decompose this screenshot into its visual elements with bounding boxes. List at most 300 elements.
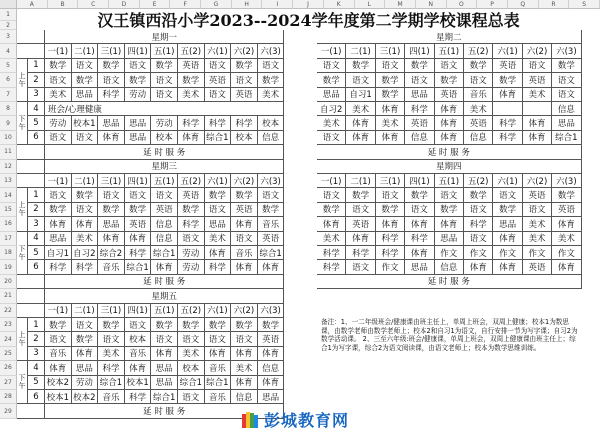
row-header[interactable]: 19 xyxy=(0,260,17,274)
subject-cell[interactable]: 美术 xyxy=(178,88,205,102)
subject-cell[interactable]: 美术 xyxy=(205,232,232,246)
subject-cell[interactable]: 数学 xyxy=(45,203,72,217)
subject-cell[interactable]: 科学 xyxy=(205,116,232,130)
subject-cell[interactable]: 英语 xyxy=(231,203,258,217)
subject-cell[interactable]: 作文 xyxy=(493,246,522,260)
subject-cell[interactable]: 音乐 xyxy=(258,217,285,231)
row-header[interactable]: 5 xyxy=(0,59,17,73)
subject-cell[interactable]: 综合1 xyxy=(125,260,152,274)
subject-cell[interactable]: 信息 xyxy=(231,390,258,404)
subject-cell[interactable]: 体育 xyxy=(151,347,178,361)
subject-cell[interactable]: 劳动 xyxy=(178,260,205,274)
subject-cell[interactable]: 数学 xyxy=(552,59,581,73)
subject-cell[interactable]: 语文 xyxy=(178,390,205,404)
subject-cell[interactable]: 数学 xyxy=(435,73,464,87)
subject-cell[interactable]: 劳动 xyxy=(151,116,178,130)
subject-cell[interactable]: 自习1 xyxy=(45,246,72,260)
subject-cell[interactable]: 数学 xyxy=(258,318,285,332)
subject-cell[interactable]: 语文 xyxy=(231,73,258,87)
subject-cell[interactable]: 体育 xyxy=(435,131,464,145)
subject-cell[interactable]: 音乐 xyxy=(205,390,232,404)
subject-cell[interactable]: 语文 xyxy=(125,318,152,332)
subject-cell[interactable]: 语文 xyxy=(346,73,375,87)
subject-cell[interactable]: 体育 xyxy=(45,217,72,231)
subject-cell[interactable]: 英语 xyxy=(178,188,205,202)
subject-cell[interactable]: 数学 xyxy=(493,203,522,217)
row-header[interactable]: 3 xyxy=(0,30,17,44)
subject-cell[interactable]: 体育 xyxy=(376,131,405,145)
subject-cell[interactable]: 英语 xyxy=(552,203,581,217)
subject-cell[interactable]: 美术 xyxy=(523,232,552,246)
subject-cell[interactable]: 语文 xyxy=(376,59,405,73)
subject-cell[interactable]: 语文 xyxy=(45,188,72,202)
subject-cell[interactable]: 语文 xyxy=(98,332,125,346)
subject-cell[interactable]: 数学 xyxy=(151,59,178,73)
subject-cell[interactable]: 信息 xyxy=(405,131,434,145)
subject-cell[interactable]: 体育 xyxy=(523,116,552,130)
subject-cell[interactable]: 语文 xyxy=(151,88,178,102)
subject-cell[interactable]: 数学 xyxy=(231,188,258,202)
subject-cell[interactable]: 信息 xyxy=(552,102,581,116)
subject-cell[interactable]: 英语 xyxy=(258,232,285,246)
subject-cell[interactable]: 英语 xyxy=(523,188,552,202)
subject-cell[interactable]: 语文 xyxy=(317,131,346,145)
subject-cell[interactable]: 音乐 xyxy=(205,361,232,375)
subject-cell[interactable]: 体育 xyxy=(405,246,434,260)
subject-cell[interactable]: 科学 xyxy=(178,116,205,130)
subject-cell[interactable]: 综合1 xyxy=(258,246,285,260)
subject-cell[interactable]: 科学 xyxy=(346,246,375,260)
subject-cell[interactable]: 体育 xyxy=(493,88,522,102)
subject-cell[interactable]: 思品 xyxy=(205,217,232,231)
column-header[interactable]: P xyxy=(477,0,508,9)
subject-cell[interactable]: 音乐 xyxy=(98,390,125,404)
subject-cell[interactable]: 语文 xyxy=(523,59,552,73)
subject-cell[interactable]: 数学 xyxy=(376,88,405,102)
subject-cell[interactable]: 体育 xyxy=(231,217,258,231)
subject-cell[interactable]: 英语 xyxy=(231,88,258,102)
row-header[interactable]: 24 xyxy=(0,332,17,346)
subject-cell[interactable]: 科学 xyxy=(493,131,522,145)
subject-cell[interactable] xyxy=(493,102,522,116)
subject-cell[interactable]: 语文 xyxy=(464,232,493,246)
subject-cell[interactable]: 思品 xyxy=(125,131,152,145)
subject-cell[interactable]: 数学 xyxy=(72,332,99,346)
subject-cell[interactable]: 体育 xyxy=(376,102,405,116)
row-header[interactable]: 8 xyxy=(0,102,17,116)
subject-cell[interactable]: 英语 xyxy=(464,116,493,130)
subject-cell[interactable]: 语文 xyxy=(205,59,232,73)
subject-cell[interactable]: 数学 xyxy=(346,188,375,202)
subject-cell[interactable]: 校本 xyxy=(258,116,285,130)
column-header[interactable]: O xyxy=(447,0,478,9)
subject-cell[interactable]: 信息 xyxy=(435,260,464,274)
subject-cell[interactable]: 体育 xyxy=(98,131,125,145)
subject-cell[interactable]: 音乐 xyxy=(231,246,258,260)
subject-cell[interactable]: 数学 xyxy=(493,73,522,87)
subject-cell[interactable]: 科学 xyxy=(72,260,99,274)
column-header[interactable]: D xyxy=(109,0,140,9)
subject-cell[interactable]: 科学 xyxy=(405,102,434,116)
subject-cell[interactable]: 语文 xyxy=(405,73,434,87)
subject-cell[interactable]: 美术 xyxy=(523,88,552,102)
subject-cell[interactable]: 体育 xyxy=(205,347,232,361)
column-header[interactable]: N xyxy=(416,0,447,9)
subject-cell[interactable]: 校本1 xyxy=(45,390,72,404)
subject-cell[interactable]: 信息 xyxy=(258,361,285,375)
subject-cell[interactable]: 科学 xyxy=(317,260,346,274)
subject-cell[interactable]: 语文 xyxy=(151,332,178,346)
subject-cell[interactable]: 音乐 xyxy=(125,347,152,361)
subject-cell[interactable]: 思品 xyxy=(552,116,581,130)
subject-cell[interactable]: 校本2 xyxy=(72,390,99,404)
subject-cell[interactable]: 科学 xyxy=(205,260,232,274)
row-header[interactable]: 12 xyxy=(0,160,17,174)
subject-cell[interactable]: 思品 xyxy=(151,361,178,375)
subject-cell[interactable]: 思品 xyxy=(258,390,285,404)
subject-cell[interactable]: 美术 xyxy=(317,116,346,130)
subject-cell[interactable]: 体育 xyxy=(435,116,464,130)
subject-cell[interactable]: 数学 xyxy=(405,59,434,73)
subject-cell[interactable]: 思品 xyxy=(45,232,72,246)
subject-cell[interactable]: 语文 xyxy=(45,131,72,145)
subject-cell[interactable]: 科学 xyxy=(231,116,258,130)
subject-cell[interactable]: 语文 xyxy=(98,73,125,87)
subject-cell[interactable]: 思品 xyxy=(405,260,434,274)
subject-cell[interactable]: 思品 xyxy=(98,116,125,130)
subject-cell[interactable]: 数学 xyxy=(72,73,99,87)
subject-cell[interactable]: 作文 xyxy=(435,246,464,260)
subject-cell[interactable]: 体育 xyxy=(125,232,152,246)
subject-cell[interactable]: 体育 xyxy=(552,260,581,274)
subject-cell[interactable]: 体育 xyxy=(231,376,258,390)
subject-cell[interactable]: 音乐 xyxy=(45,347,72,361)
subject-cell[interactable]: 美术 xyxy=(552,232,581,246)
subject-cell[interactable]: 思品 xyxy=(72,88,99,102)
subject-cell[interactable]: 语文 xyxy=(231,332,258,346)
subject-cell[interactable]: 语文 xyxy=(435,188,464,202)
subject-cell[interactable]: 体育 xyxy=(45,361,72,375)
subject-cell[interactable]: 美术 xyxy=(523,217,552,231)
subject-cell[interactable]: 美术 xyxy=(231,361,258,375)
subject-cell[interactable]: 综合2 xyxy=(98,246,125,260)
subject-cell[interactable]: 思品 xyxy=(405,88,434,102)
subject-cell[interactable]: 体育 xyxy=(405,217,434,231)
subject-cell[interactable]: 综合1 xyxy=(151,246,178,260)
subject-cell[interactable]: 数学 xyxy=(45,318,72,332)
select-all-corner[interactable] xyxy=(0,0,17,9)
column-header[interactable]: E xyxy=(140,0,171,9)
subject-cell[interactable]: 语文 xyxy=(45,73,72,87)
subject-cell[interactable]: 数学 xyxy=(45,59,72,73)
subject-cell[interactable]: 思品 xyxy=(151,376,178,390)
subject-cell[interactable]: 语文 xyxy=(552,88,581,102)
subject-cell[interactable]: 数学 xyxy=(125,73,152,87)
subject-cell[interactable]: 校本 xyxy=(231,131,258,145)
column-header[interactable]: K xyxy=(324,0,355,9)
subject-cell[interactable]: 数学 xyxy=(376,203,405,217)
row-header[interactable]: 22 xyxy=(0,304,17,318)
subject-cell[interactable]: 体育 xyxy=(523,131,552,145)
subject-cell[interactable]: 语文 xyxy=(231,232,258,246)
subject-cell[interactable]: 美术 xyxy=(98,347,125,361)
subject-cell[interactable]: 数学 xyxy=(151,318,178,332)
subject-cell[interactable]: 语文 xyxy=(205,203,232,217)
subject-cell[interactable]: 科学 xyxy=(98,361,125,375)
row-header[interactable]: 18 xyxy=(0,246,17,260)
subject-cell[interactable]: 体育 xyxy=(258,260,285,274)
subject-cell[interactable]: 信息 xyxy=(258,131,285,145)
row-header[interactable]: 2 xyxy=(0,21,17,30)
subject-cell[interactable]: 语文 xyxy=(72,318,99,332)
subject-cell[interactable]: 英语 xyxy=(178,59,205,73)
subject-cell[interactable]: 数学 xyxy=(258,203,285,217)
subject-cell[interactable]: 数学 xyxy=(98,59,125,73)
row-header[interactable]: 11 xyxy=(0,145,17,159)
subject-cell[interactable]: 科学 xyxy=(125,390,152,404)
subject-cell[interactable]: 劳动 xyxy=(125,88,152,102)
subject-cell[interactable]: 体育 xyxy=(72,217,99,231)
row-header[interactable]: 1 xyxy=(0,9,17,21)
subject-cell[interactable]: 美术 xyxy=(464,102,493,116)
row-header[interactable]: 25 xyxy=(0,347,17,361)
subject-cell[interactable]: 体育 xyxy=(464,260,493,274)
subject-cell[interactable]: 科学 xyxy=(493,116,522,130)
subject-cell[interactable]: 语文 xyxy=(258,59,285,73)
row-header[interactable]: 15 xyxy=(0,203,17,217)
subject-cell[interactable]: 语文 xyxy=(346,203,375,217)
subject-cell[interactable]: 体育 xyxy=(258,376,285,390)
subject-cell[interactable]: 体育 xyxy=(317,217,346,231)
subject-cell[interactable]: 数学 xyxy=(346,59,375,73)
subject-cell[interactable]: 体育 xyxy=(346,116,375,130)
subject-cell[interactable]: 体育 xyxy=(98,232,125,246)
subject-cell[interactable]: 语文 xyxy=(317,59,346,73)
subject-cell[interactable]: 数学 xyxy=(98,203,125,217)
subject-cell[interactable]: 数学 xyxy=(317,73,346,87)
subject-cell[interactable]: 美术 xyxy=(346,102,375,116)
subject-cell[interactable]: 英语 xyxy=(151,203,178,217)
row-header[interactable]: 7 xyxy=(0,88,17,102)
column-header[interactable]: Q xyxy=(508,0,539,9)
subject-cell[interactable]: 英语 xyxy=(493,59,522,73)
subject-cell[interactable]: 语文 xyxy=(405,203,434,217)
subject-cell[interactable]: 体育 xyxy=(435,102,464,116)
column-header[interactable]: R xyxy=(539,0,570,9)
subject-cell[interactable]: 体育 xyxy=(493,260,522,274)
subject-cell[interactable]: 综合1 xyxy=(205,131,232,145)
subject-cell[interactable]: 数学 xyxy=(405,188,434,202)
subject-cell[interactable]: 校本 xyxy=(178,361,205,375)
column-header[interactable]: L xyxy=(355,0,386,9)
subject-cell[interactable]: 语文 xyxy=(205,332,232,346)
subject-cell[interactable]: 美术 xyxy=(317,232,346,246)
subject-cell[interactable]: 自习2 xyxy=(72,246,99,260)
subject-cell[interactable]: 英语 xyxy=(523,73,552,87)
subject-cell[interactable]: 体育 xyxy=(151,260,178,274)
subject-cell[interactable]: 数学 xyxy=(178,318,205,332)
subject-cell[interactable]: 英语 xyxy=(205,73,232,87)
subject-cell[interactable]: 信息 xyxy=(464,131,493,145)
subject-cell[interactable]: 劳动 xyxy=(45,116,72,130)
column-header[interactable]: J xyxy=(293,0,324,9)
subject-cell[interactable]: 综合1 xyxy=(151,390,178,404)
subject-cell[interactable]: 体育 xyxy=(435,217,464,231)
subject-cell[interactable]: 作文 xyxy=(464,246,493,260)
subject-cell[interactable]: 科学 xyxy=(98,88,125,102)
row-header[interactable]: 29 xyxy=(0,404,17,418)
subject-cell[interactable]: 数学 xyxy=(231,59,258,73)
subject-cell[interactable]: 信息 xyxy=(151,232,178,246)
subject-cell[interactable]: 语文 xyxy=(464,73,493,87)
subject-cell[interactable]: 思品 xyxy=(317,88,346,102)
subject-cell[interactable]: 体育 xyxy=(72,347,99,361)
subject-cell[interactable]: 校本1 xyxy=(125,376,152,390)
subject-cell[interactable]: 美术 xyxy=(45,88,72,102)
subject-cell[interactable]: 科学 xyxy=(405,232,434,246)
subject-cell[interactable]: 校本2 xyxy=(45,376,72,390)
subject-cell[interactable]: 语文 xyxy=(317,188,346,202)
subject-cell[interactable]: 语文 xyxy=(178,232,205,246)
row-header[interactable]: 17 xyxy=(0,232,17,246)
row-header[interactable]: 4 xyxy=(0,44,17,58)
subject-cell[interactable]: 语文 xyxy=(258,188,285,202)
subject-cell[interactable]: 校本 xyxy=(125,332,152,346)
subject-cell[interactable]: 数学 xyxy=(376,73,405,87)
subject-cell[interactable]: 体育 xyxy=(552,217,581,231)
row-header[interactable]: 14 xyxy=(0,188,17,202)
subject-cell[interactable]: 数学 xyxy=(464,59,493,73)
subject-cell[interactable]: 作文 xyxy=(523,246,552,260)
subject-cell[interactable]: 音乐 xyxy=(464,88,493,102)
subject-cell[interactable]: 思品 xyxy=(125,116,152,130)
subject-cell[interactable]: 数学 xyxy=(98,318,125,332)
subject-cell[interactable]: 语文 xyxy=(98,188,125,202)
subject-cell[interactable]: 美术 xyxy=(72,232,99,246)
subject-cell[interactable]: 语文 xyxy=(523,203,552,217)
subject-cell[interactable]: 体育 xyxy=(376,217,405,231)
subject-cell[interactable]: 作文 xyxy=(552,246,581,260)
row-header[interactable]: 10 xyxy=(0,131,17,145)
row-header[interactable]: 16 xyxy=(0,217,17,231)
subject-cell[interactable]: 科学 xyxy=(376,232,405,246)
subject-cell[interactable]: 语文 xyxy=(125,59,152,73)
subject-cell[interactable]: 语文 xyxy=(178,332,205,346)
subject-cell[interactable]: 美术 xyxy=(178,347,205,361)
subject-cell[interactable]: 语文 xyxy=(552,73,581,87)
subject-cell[interactable]: 英语 xyxy=(346,217,375,231)
subject-cell[interactable]: 综合1 xyxy=(178,376,205,390)
subject-cell[interactable]: 语文 xyxy=(45,332,72,346)
subject-cell[interactable]: 语文 xyxy=(346,260,375,274)
subject-cell[interactable]: 体育 xyxy=(205,246,232,260)
row-header[interactable]: 13 xyxy=(0,174,17,188)
subject-cell[interactable]: 数学 xyxy=(552,188,581,202)
subject-cell[interactable]: 数学 xyxy=(125,203,152,217)
row-header[interactable]: 26 xyxy=(0,361,17,375)
subject-cell[interactable]: 语文 xyxy=(493,188,522,202)
subject-cell[interactable]: 数学 xyxy=(205,188,232,202)
row-header[interactable]: 20 xyxy=(0,275,17,289)
subject-cell[interactable]: 数学 xyxy=(178,73,205,87)
subject-cell[interactable]: 思品 xyxy=(72,361,99,375)
subject-cell[interactable]: 劳动 xyxy=(178,246,205,260)
subject-cell[interactable]: 数学 xyxy=(231,318,258,332)
row-header[interactable]: 21 xyxy=(0,289,17,303)
subject-cell[interactable]: 语文 xyxy=(435,59,464,73)
subject-cell[interactable]: 数学 xyxy=(464,188,493,202)
subject-cell[interactable]: 语文 xyxy=(125,188,152,202)
subject-cell[interactable]: 语文 xyxy=(376,188,405,202)
subject-cell[interactable]: 数学 xyxy=(258,73,285,87)
subject-cell[interactable]: 体育 xyxy=(493,232,522,246)
subject-cell[interactable]: 劳动 xyxy=(72,376,99,390)
subject-cell[interactable]: 体育 xyxy=(231,260,258,274)
subject-cell[interactable]: 语文 xyxy=(72,203,99,217)
subject-cell[interactable]: 语文 xyxy=(72,59,99,73)
subject-cell[interactable]: 英语 xyxy=(125,217,152,231)
subject-cell[interactable]: 美术 xyxy=(258,88,285,102)
column-header[interactable]: B xyxy=(48,0,79,9)
subject-cell[interactable]: 信息 xyxy=(151,217,178,231)
column-header[interactable]: G xyxy=(201,0,232,9)
subject-cell[interactable]: 作文 xyxy=(376,260,405,274)
subject-cell[interactable]: 英语 xyxy=(258,332,285,346)
subject-cell[interactable]: 数学 xyxy=(72,188,99,202)
subject-cell[interactable]: 英语 xyxy=(523,260,552,274)
row-header[interactable]: 28 xyxy=(0,390,17,404)
subject-cell[interactable]: 自习1 xyxy=(346,88,375,102)
subject-cell[interactable]: 综合1 xyxy=(98,376,125,390)
subject-cell[interactable]: 语文 xyxy=(464,203,493,217)
subject-cell[interactable]: 科学 xyxy=(464,217,493,231)
subject-cell[interactable]: 语文 xyxy=(151,73,178,87)
subject-cell[interactable]: 英语 xyxy=(435,88,464,102)
row-header[interactable]: 9 xyxy=(0,116,17,130)
subject-cell[interactable]: 体育 xyxy=(258,347,285,361)
column-header[interactable]: I xyxy=(262,0,293,9)
subject-cell[interactable]: 思品 xyxy=(435,232,464,246)
subject-cell[interactable]: 音乐 xyxy=(98,260,125,274)
column-header[interactable]: F xyxy=(170,0,201,9)
subject-cell[interactable]: 科学 xyxy=(376,246,405,260)
subject-cell[interactable]: 科学 xyxy=(125,246,152,260)
subject-cell[interactable]: 数学 xyxy=(178,203,205,217)
subject-cell[interactable]: 综合1 xyxy=(205,376,232,390)
column-header[interactable]: S xyxy=(569,0,600,9)
subject-cell[interactable]: 综合1 xyxy=(552,131,581,145)
column-header[interactable]: M xyxy=(385,0,416,9)
subject-cell[interactable]: 校本1 xyxy=(72,116,99,130)
column-header[interactable]: C xyxy=(78,0,109,9)
subject-cell[interactable]: 体育 xyxy=(178,131,205,145)
subject-cell[interactable]: 思品 xyxy=(98,217,125,231)
subject-cell[interactable]: 语文 xyxy=(205,88,232,102)
row-header[interactable]: 23 xyxy=(0,318,17,332)
subject-cell[interactable]: 美术 xyxy=(376,116,405,130)
subject-cell[interactable]: 思品 xyxy=(493,217,522,231)
subject-cell[interactable]: 体育 xyxy=(346,232,375,246)
subject-cell[interactable]: 科学 xyxy=(45,260,72,274)
column-header[interactable]: H xyxy=(232,0,263,9)
row-header[interactable]: 27 xyxy=(0,376,17,390)
subject-cell[interactable]: 数学 xyxy=(205,318,232,332)
row-header[interactable]: 6 xyxy=(0,73,17,87)
subject-cell[interactable]: 数学 xyxy=(317,203,346,217)
subject-cell[interactable]: 语文 xyxy=(151,188,178,202)
column-header[interactable]: A xyxy=(17,0,48,9)
subject-cell[interactable]: 体育 xyxy=(231,347,258,361)
